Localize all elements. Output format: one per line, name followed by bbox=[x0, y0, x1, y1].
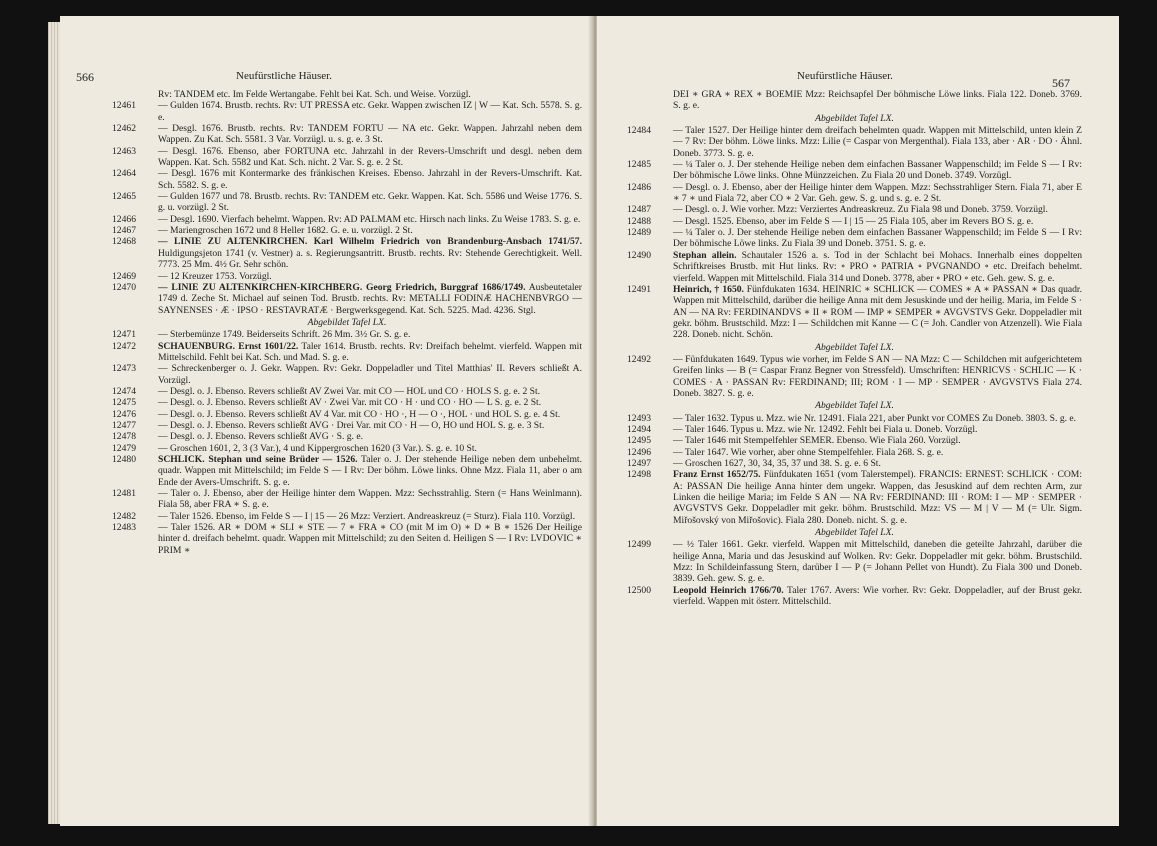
lot-number: 12491 bbox=[627, 283, 651, 295]
lot-number: 12493 bbox=[627, 412, 651, 424]
catalog-entry bbox=[112, 431, 582, 442]
plate-caption: Abgebildet Tafel LX. bbox=[815, 341, 894, 353]
entry-text bbox=[158, 329, 582, 340]
lot-number: 12486 bbox=[627, 181, 651, 193]
lot-description: — Desgl. o. J. Ebenso. Revers schließt AV 4 Var. mit CO · HO ·, H — O ·, HOL · und HOL S. g. e. 4 St. bbox=[158, 408, 561, 420]
catalog-entry bbox=[627, 539, 1082, 584]
entry-text bbox=[158, 89, 582, 100]
lot-description: Schautaler 1526 a. s. Tod in der Schlacht bei Mohacs. Innerhalb eines doppelten Schriftkreises Brustb. mit Hut links. Rv: ∘ PRO ∘ PATRIA ∘ PVGNANDO ∘ etc. Dreifach behelmt. vierfeld. Wappen mit Mittelschild. Fiala 314 und Doneb. 3778, aber ∘ PRO ∘ etc. Geh. gew. S. g. e. bbox=[673, 249, 1083, 284]
catalog-entry bbox=[627, 354, 1082, 399]
plate-caption: Abgebildet Tafel LX. bbox=[815, 527, 894, 539]
lot-description: — Taler 1526. Ebenso, im Felde S — I | 15 — 26 Mzz: Verziert. Andreaskreuz (= Sturz). Fiala 110. Vorzügl. bbox=[158, 510, 575, 522]
lot-description: — Gulden 1677 und 78. Brustb. rechts. Rv: TANDEM etc. Gekr. Wappen. Kat. Sch. 5586 und Weise 1776. S. g. u. vorzügl. 2 St. bbox=[158, 191, 582, 214]
lot-number: 12475 bbox=[112, 397, 136, 409]
entry-text bbox=[158, 522, 582, 556]
lot-description: — Desgl. 1676. Ebenso, aber FORTUNA etc. Jahrzahl in der Revers-Umschrift und desgl. neben dem Wappen. Kat. Sch. 5582 und Kat. Sch. nicht. 2 Var. S. g. e. 2 St. bbox=[158, 145, 582, 169]
lot-number: 12463 bbox=[112, 145, 136, 157]
lot-description: — Schreckenberger o. J. Gekr. Wappen. Rv: Gekr. Doppeladler und Titel Matthias' II. Revers schließt A. Vorzügl. bbox=[158, 363, 582, 386]
entry-text bbox=[673, 585, 1082, 608]
lot-number: 12465 bbox=[112, 191, 136, 203]
entry-text bbox=[673, 125, 1082, 159]
lot-description: Taler 1767. Avers: Wie vorher. Rv: Gekr. Doppeladler, auf der Brust gekr. vierfeld. Wappen mit österr. Mittelschild. bbox=[673, 584, 1083, 608]
entry-text bbox=[158, 431, 582, 442]
entry-list bbox=[112, 89, 582, 556]
entry-text bbox=[158, 454, 582, 488]
lot-description: DEI ∗ GRA ∗ REX ∗ BOEMIE Mzz: Reichsapfel Der böhmische Löwe links. Fiala 122. Doneb. 3769. S. g. e. bbox=[673, 89, 1082, 112]
lot-number: 12479 bbox=[112, 442, 136, 454]
lot-description: Ausbeutetaler 1749 d. Zeche St. Michael auf seinen Tod. Brustb. rechts. Rv: METALLI FODINÆ HACHENBVRGO — SAYNENSES · Æ · IPSO · RESTAVRATÆ · Bergwerksgegend. Kat. Sch. 5225. Mad. 4236. Stgl. bbox=[158, 281, 582, 316]
lot-description: — Groschen 1627, 30, 34, 35, 37 und 38. S. g. e. 6 St. bbox=[673, 458, 881, 469]
lot-number bbox=[627, 89, 673, 112]
catalog-entry bbox=[112, 511, 582, 522]
lot-number: 12489 bbox=[627, 227, 651, 239]
entry-text bbox=[158, 511, 582, 522]
entry-text bbox=[158, 397, 582, 408]
lot-number: 12473 bbox=[112, 363, 136, 375]
catalog-entry bbox=[627, 413, 1082, 424]
lot-description: — Mariengroschen 1672 und 8 Heller 1682. G. e. u. vorzügl. 2 St. bbox=[158, 225, 413, 237]
lot-number: 12494 bbox=[627, 423, 651, 435]
lot-heading: Franz Ernst 1652/75. bbox=[673, 469, 761, 481]
catalog-entry bbox=[112, 191, 582, 214]
lot-heading: — LINIE ZU ALTENKIRCHEN. Karl Wilhelm Friedrich von Brandenburg-Ansbach 1741/57. bbox=[158, 236, 582, 248]
lot-number: 12498 bbox=[627, 469, 651, 481]
entry-text bbox=[158, 123, 582, 146]
lot-number: 12471 bbox=[112, 329, 136, 341]
lot-number: 12497 bbox=[627, 458, 651, 469]
entry-text bbox=[158, 168, 582, 191]
entry-text bbox=[673, 469, 1082, 526]
lot-heading: Heinrich, † 1650. bbox=[673, 283, 744, 295]
lot-description: — Taler o. J. Ebenso, aber der Heilige hinter dem Wappen. Mzz: Sechsstrahlig. Stern (= Hans Weinlmann). Fiala 58, aber FRA ∗ S. g. e. bbox=[158, 488, 582, 511]
entry-text bbox=[673, 204, 1082, 215]
entry-text bbox=[673, 458, 1082, 469]
lot-description: Taler 1614. Brustb. rechts. Rv: Dreifach behelmt. vierfeld. Wappen mit Mittelschild. Fehlt bei Kat. Sch. und Mad. S. g. e. bbox=[158, 340, 583, 363]
lot-description: — Groschen 1601, 2, 3 (3 Var.), 4 und Kippergroschen 1620 (3 Var.). S. g. e. 10 St. bbox=[158, 442, 477, 454]
lot-number: 12488 bbox=[627, 215, 651, 227]
catalog-entry bbox=[112, 271, 582, 282]
lot-number: 12472 bbox=[112, 340, 136, 352]
running-head: Neufürstliche Häuser. bbox=[236, 70, 332, 82]
lot-description: — Desgl. 1525. Ebenso, aber im Felde S — I | 15 — 25 Fiala 105, aber im Revers BO S. g. e. bbox=[673, 215, 1034, 227]
lot-description: Taler o. J. Der stehende Heilige neben dem unbehelmt. quadr. Wappen mit Mittelschild; im Felde S — I Rv: Der böhm. Löwe links. Ohne Mzz. Fiala 11, aber o am Ende der Avers-Umschrift. S. g. e. bbox=[158, 454, 582, 488]
entry-text bbox=[158, 420, 582, 431]
lot-number: 12485 bbox=[627, 159, 651, 171]
lot-description: Rv: TANDEM etc. Im Felde Wertangabe. Fehlt bei Kat. Sch. und Weise. Vorzügl. bbox=[158, 89, 471, 100]
catalog-entry bbox=[112, 420, 582, 431]
lot-number: 12476 bbox=[112, 408, 136, 420]
left-page bbox=[60, 16, 595, 826]
lot-number: 12469 bbox=[112, 270, 136, 282]
entry-text bbox=[673, 227, 1082, 250]
catalog-entry bbox=[112, 363, 582, 386]
entry-text bbox=[158, 225, 582, 236]
lot-description: — Desgl. o. J. Ebenso. Revers schließt AVG · S. g. e. bbox=[158, 431, 364, 443]
lot-number: 12483 bbox=[112, 522, 136, 534]
lot-description: — Gulden 1674. Brustb. rechts. Rv: UT PRESSA etc. Gekr. Wappen zwischen IZ | W — Kat. Sch. 5578. S. g. e. bbox=[158, 100, 582, 123]
lot-number: 12461 bbox=[112, 100, 136, 112]
entry-text bbox=[673, 539, 1082, 584]
lot-number: 12492 bbox=[627, 353, 651, 365]
lot-description: — Desgl. 1676 mit Kontermarke des fränkischen Kreises. Ebenso. Jahrzahl in der Revers-Umschrift. Kat. Sch. 5582. S. g. e. bbox=[158, 168, 582, 191]
entry-text bbox=[673, 182, 1082, 205]
catalog-entry bbox=[627, 250, 1082, 284]
catalog-entry bbox=[112, 100, 582, 123]
entry-text bbox=[673, 424, 1082, 435]
lot-number: 12487 bbox=[627, 204, 651, 216]
lot-description: — Desgl. o. J. Ebenso. Revers schließt AV Zwei Var. mit CO — HOL und CO · HOLS S. g. e. 2 St. bbox=[158, 385, 541, 397]
catalog-entry bbox=[112, 329, 582, 340]
entry-text bbox=[673, 250, 1082, 284]
catalog-entry bbox=[112, 409, 582, 420]
lot-description: — ¼ Taler o. J. Der stehende Heilige neben dem einfachen Bassaner Wappenschild; im Felde S — I Rv: Der böhmische Löwe links. Zu Fiala 39 und Doneb. 3751. S. g. e. bbox=[673, 227, 1082, 250]
catalog-entry bbox=[112, 168, 582, 191]
lot-number: 12470 bbox=[112, 281, 136, 293]
page-number: 567 bbox=[1052, 76, 1070, 90]
lot-number: 12482 bbox=[112, 510, 136, 522]
entry-text bbox=[158, 386, 582, 397]
lot-description: — Sterbemünze 1749. Beiderseits Schrift. 26 Mm. 3½ Gr. S. g. e. bbox=[158, 329, 411, 341]
entry-text bbox=[158, 146, 582, 169]
lot-number: 12496 bbox=[627, 446, 651, 458]
lot-description: — Taler 1632. Typus u. Mzz. wie Nr. 12491. Fiala 221, aber Punkt vor COMES Zu Doneb. 3803. S. g. e. bbox=[673, 412, 1077, 424]
catalog-entry bbox=[627, 159, 1082, 182]
plate-caption: Abgebildet Tafel LX. bbox=[815, 112, 894, 124]
catalog-entry bbox=[112, 225, 582, 236]
lot-description: — ½ Taler 1661. Gekr. vierfeld. Wappen mit Mittelschild, daneben die geteilte Jahrzahl, darüber die heilige Anna, Maria und das Jesuskind auf Wolken. Rv: Gekr. Doppeladler mit gekr. böhm. Brustschild. Mzz: In Schildeinfassung Stern, darüber I — P (= Johann Pellet von Hundt). Zu Fiala 300 und Doneb. 3839. Geh. gew. S. g. e. bbox=[673, 539, 1082, 585]
lot-number: 12490 bbox=[627, 249, 651, 261]
lot-description: — ¼ Taler o. J. Der stehende Heilige neben dem einfachen Bassaner Wappenschild; im Felde S — I Rv: Der böhmische Löwe links. Ohne Münzzeichen. Zu Fiala 20 und Doneb. 3749. Vorzügl. bbox=[673, 159, 1082, 182]
lot-number: 12478 bbox=[112, 431, 136, 443]
catalog-entry bbox=[627, 435, 1082, 446]
entry-text bbox=[158, 363, 582, 386]
page-number: 566 bbox=[76, 70, 94, 84]
lot-number bbox=[112, 89, 158, 100]
lot-heading: SCHLICK. Stephan und seine Brüder — 1526. bbox=[158, 454, 358, 465]
entry-text bbox=[158, 271, 582, 282]
lot-number: 12484 bbox=[627, 125, 651, 137]
catalog-entry bbox=[112, 488, 582, 511]
lot-number: 12495 bbox=[627, 435, 651, 447]
lot-description: — Desgl. o. J. Ebenso. Revers schließt AV · Zwei Var. mit CO · H · und CO · HO — L S. g. e. 2 St. bbox=[158, 397, 542, 409]
entry-text bbox=[673, 284, 1082, 341]
catalog-entry bbox=[627, 458, 1082, 469]
lot-number: 12499 bbox=[627, 539, 651, 551]
lot-description: — Taler 1527. Der Heilige hinter dem dreifach behelmten quadr. Wappen mit Mittelschild, unten klein Z — 7 Rv: Der böhm. Löwe links. Mzz: Lilie (= Caspar von Mergenthal). Fiala 133, aber · AR · DO · Ähnl. Doneb. 3773. S. g. e. bbox=[673, 125, 1082, 159]
lot-number: 12462 bbox=[112, 123, 136, 135]
lot-number: 12481 bbox=[112, 488, 136, 500]
catalog-entry bbox=[112, 522, 582, 556]
catalog-entry bbox=[112, 397, 582, 408]
entry-text bbox=[158, 341, 582, 364]
lot-heading: — LINIE ZU ALTENKIRCHEN-KIRCHBERG. Georg Friedrich, Burggraf 1686/1749. bbox=[158, 281, 526, 293]
entry-text bbox=[673, 354, 1082, 399]
lot-description: — Desgl. o. J. Wie vorher. Mzz: Verziertes Andreaskreuz. Zu Fiala 98 und Doneb. 3759. Vorzügl. bbox=[673, 204, 1048, 216]
lot-number: 12468 bbox=[112, 236, 136, 248]
entry-text bbox=[673, 447, 1082, 458]
lot-description: Fünfdukaten 1651 (vom Talerstempel). FRANCIS: ERNEST: SCHLICK · COM: A: PASSAN Die heilige Anna hinter dem ungekr. Wappen, das Jesuskind auf dem rechten Arm, zur Linken die heilige Maria; im Felde S AN — NA Rv: FERDINAND: III · ROM: I — MP · SEMPER · AVGVSTVS Gekr. Doppeladler mit gekr. böhm. Brustschild. Mzz: VS — M | V — M (= Ulr. Sigm. Miřošovský von Miřošovic). Fiala 280. Doneb. nicht. S. g. e. bbox=[673, 469, 1082, 526]
catalog-entry bbox=[627, 585, 1082, 608]
entry-text bbox=[158, 236, 582, 270]
catalog-entry bbox=[627, 447, 1082, 458]
catalog-entry bbox=[627, 227, 1082, 250]
lot-description: — Fünfdukaten 1649. Typus wie vorher, im Felde S AN — NA Mzz: C — Schildchen mit aufgerichtetem Greifen links — B (= Caspar Franz Begner von Stressfeld). Umschriften: HENRICVS · SCHLIC — K · COMES · A · PASSAN Rv: FERDINAND; III; ROM · I — MP · SEMPER · AVGVSTVS Fiala 274. Doneb. 3827. S. g. e. bbox=[673, 353, 1082, 399]
lot-description: — Desgl. o. J. Ebenso. Revers schließt AVG · Drei Var. mit CO · H — O, HO und HOL S. g. e. 3 St. bbox=[158, 419, 545, 431]
entry-text bbox=[158, 214, 582, 225]
entry-text bbox=[673, 159, 1082, 182]
lot-number: 12464 bbox=[112, 168, 136, 180]
entry-text bbox=[158, 100, 582, 123]
catalog-entry bbox=[112, 214, 582, 225]
catalog-entry bbox=[112, 123, 582, 146]
lot-number: 12480 bbox=[112, 454, 136, 465]
entry-text bbox=[158, 488, 582, 511]
entry-text bbox=[673, 413, 1082, 424]
lot-heading: Leopold Heinrich 1766/70. bbox=[673, 584, 784, 596]
catalog-entry bbox=[112, 236, 582, 270]
catalog-entry bbox=[112, 386, 582, 397]
lot-description: — Taler 1647. Wie vorher, aber ohne Stempelfehler. Fiala 268. S. g. e. bbox=[673, 446, 944, 458]
catalog-entry bbox=[112, 146, 582, 169]
entry-text bbox=[158, 191, 582, 214]
running-head: Neufürstliche Häuser. bbox=[797, 70, 893, 82]
lot-heading: Stephan allein. bbox=[673, 249, 737, 261]
lot-description: — Desgl. 1676. Brustb. rechts. Rv: TANDEM FORTU — NA etc. Gekr. Wappen. Jahrzahl neben dem Wappen. Zu Kat. Sch. 5581. 3 Var. Vorzügl. u. s. g. e. 3 St. bbox=[158, 123, 582, 146]
lot-number: 12500 bbox=[627, 584, 651, 596]
catalog-entry bbox=[627, 284, 1082, 341]
catalog-entry bbox=[627, 182, 1082, 205]
catalog-entry bbox=[627, 125, 1082, 159]
catalog-entry bbox=[112, 443, 582, 454]
lot-description: — Desgl. o. J. Ebenso, aber der Heilige hinter dem Wappen. Mzz: Sechsstrahliger Stern. Fiala 71, aber E ∗ 7 ∗ und Fiala 72, aber CO ∗ 2 Var. Geh. gew. S. g. und s. g. e. 2 St. bbox=[673, 181, 1082, 205]
lot-description: — Taler 1646. Typus u. Mzz. wie Nr. 12492. Fehlt bei Fiala u. Doneb. Vorzügl. bbox=[673, 423, 978, 435]
catalog-entry bbox=[627, 204, 1082, 215]
catalog-entry bbox=[627, 89, 1082, 112]
lot-description: Huldigungsjeton 1741 (v. Vestner) a. s. Regierungsantritt. Brustb. rechts. Rv: Stehende Gerechtigkeit. Well. 7773. 25 Mm. 4½ Gr. Sehr schön. bbox=[158, 247, 582, 271]
lot-description: Fünfdukaten 1634. HEINRIC ∗ SCHLICK — COMES ∗ A ∗ PASSAN ∗ Das quadr. Wappen mit Mittelschild, darüber die heilige Anna mit dem Jesuskinde und der heilig. Maria, im Felde S · AN — NA Rv: FERDINANDVS ∗ II ∗ ROM — IMP ∗ SEMPER ∗ AVGVSTVS Gekr. Doppeladler mit gekr. böhm. Brustschild. Mzz: I — Schildchen mit Kanne — C (= Joh. Candler von Atzenzell). Wie Fiala 228. Doneb. nicht. Schön. bbox=[673, 283, 1082, 341]
lot-number: 12467 bbox=[112, 225, 136, 237]
right-page bbox=[597, 16, 1119, 826]
catalog-entry bbox=[112, 89, 582, 100]
catalog-entry bbox=[112, 341, 582, 364]
catalog-entry bbox=[627, 469, 1082, 526]
lot-number: 12477 bbox=[112, 419, 136, 431]
plate-caption: Abgebildet Tafel LX. bbox=[815, 400, 894, 412]
lot-description: — Desgl. 1690. Vierfach behelmt. Wappen. Rv: AD PALMAM etc. Hirsch nach links. Zu Weise 1783. S. g. e. bbox=[158, 213, 581, 225]
lot-description: — Taler 1646 mit Stempelfehler SEMER. Ebenso. Wie Fiala 260. Vorzügl. bbox=[673, 435, 961, 447]
entry-text bbox=[673, 216, 1082, 227]
lot-number: 12466 bbox=[112, 213, 136, 225]
entry-text bbox=[158, 443, 582, 454]
lot-number: 12474 bbox=[112, 385, 136, 397]
entry-list bbox=[627, 89, 1082, 607]
plate-caption: Abgebildet Tafel LX. bbox=[307, 316, 387, 328]
entry-text bbox=[158, 282, 582, 316]
entry-text bbox=[673, 435, 1082, 446]
catalog-entry bbox=[112, 454, 582, 488]
catalog-entry bbox=[112, 282, 582, 316]
catalog-entry bbox=[627, 216, 1082, 227]
entry-text bbox=[673, 89, 1082, 112]
lot-heading: SCHAUENBURG. Ernst 1601/22. bbox=[158, 340, 299, 352]
lot-description: — Taler 1526. AR ∗ DOM ∗ SLI ∗ STE — 7 ∗ FRA ∗ CO (mit M im O) ∗ D ∗ B ∗ 1526 Der Heilige hinter d. dreifach behelmt. quadr. Wappen mit Mittelschild; zu den Seiten d. Heiligen S — I Rv: LVDOVIC ∗ PRIM ∗ bbox=[158, 522, 582, 556]
lot-description: — 12 Kreuzer 1753. Vorzügl. bbox=[158, 270, 272, 282]
entry-text bbox=[158, 409, 582, 420]
catalog-entry bbox=[627, 424, 1082, 435]
